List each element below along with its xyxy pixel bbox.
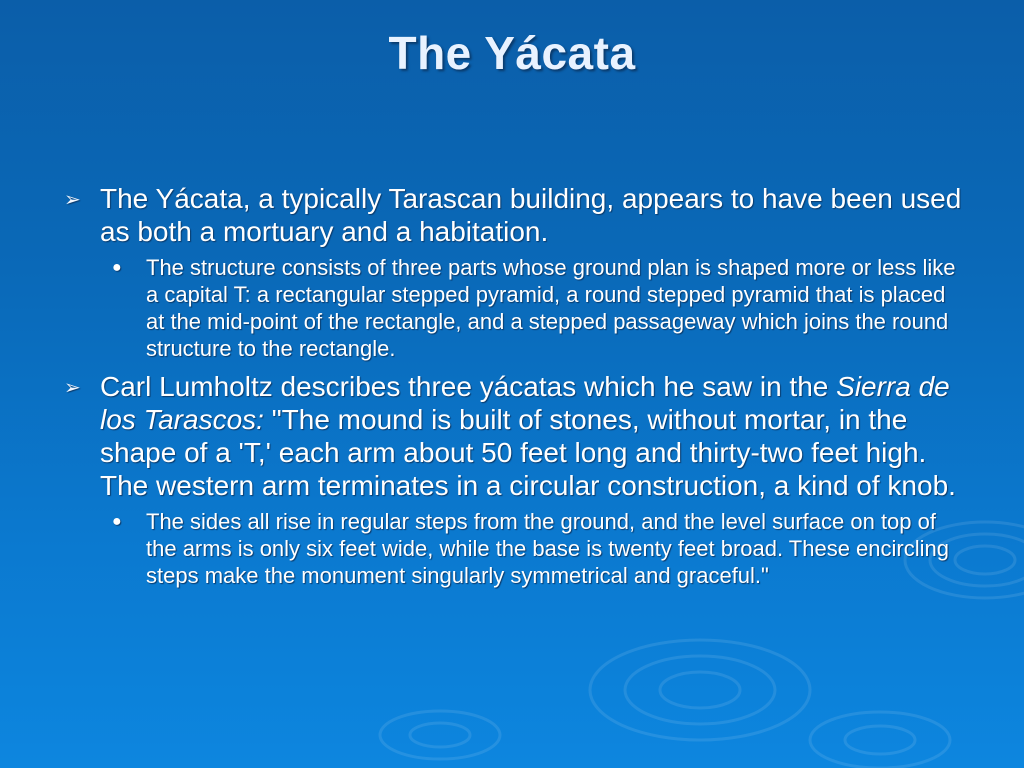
arrowhead-bullet-icon: ➢ (64, 189, 81, 211)
dot-bullet-icon: ● (112, 259, 122, 276)
bullet-text-part: Carl Lumholtz describes three yácatas which he saw in the (100, 371, 837, 402)
slide-title: The Yácata (388, 27, 636, 79)
arrowhead-bullet-icon: ➢ (64, 377, 81, 399)
book-title-italic: Sierra de los Tarascos: (100, 371, 950, 435)
sub-bullet-text: The sides all rise in regular steps from the ground, and the level surface on top of the arms is only six feet wide, while the base is twenty feet broad. These encircling steps make the monument singularly symmetrical and graceful." (146, 509, 949, 588)
bullet-text-part: "The mound is built of stones, without mortar, in the shape of a 'T,' each arm about 50 feet long and thirty-two feet high. The western arm terminates in a circular construction, a kind of knob. (100, 404, 956, 501)
dot-bullet-icon: ● (112, 513, 122, 530)
sub-bullet-item (60, 508, 965, 589)
bullet-item (60, 370, 965, 502)
bullet-item (60, 182, 965, 248)
slide-body (60, 182, 965, 589)
sub-bullet-item (60, 254, 965, 362)
bullet-text: The Yácata, a typically Tarascan building, appears to have been used as both a mortuary and a habitation. (100, 183, 962, 247)
sub-bullet-text: The structure consists of three parts whose ground plan is shaped more or less like a capital T: a rectangular stepped pyramid, a round stepped pyramid that is placed at the mid-point of the rectangle, and a stepped passageway which joins the round structure to the rectangle. (146, 255, 956, 361)
